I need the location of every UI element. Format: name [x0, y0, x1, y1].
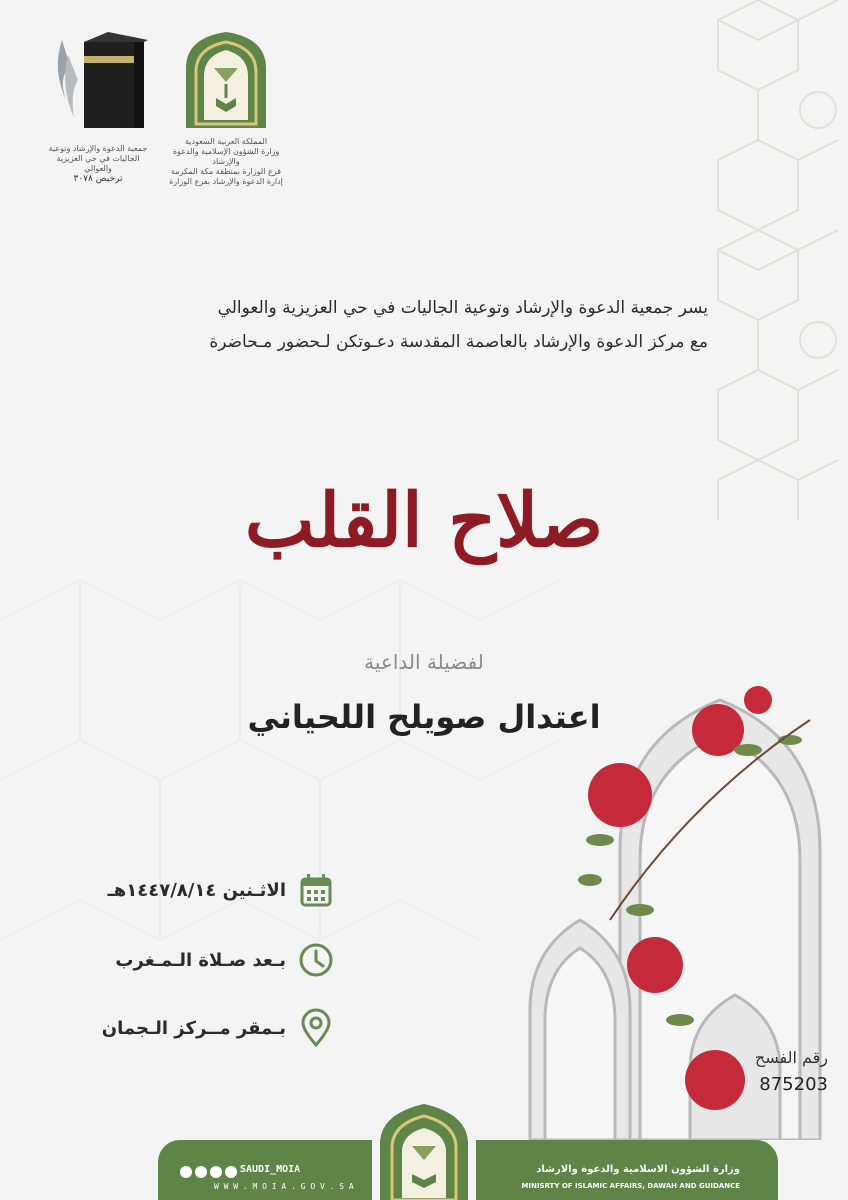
date-row	[108, 868, 336, 912]
geometric-pattern	[698, 0, 848, 520]
ministry-line: المملكة العربية السعودية	[184, 137, 268, 146]
kaaba-icon	[48, 30, 148, 140]
speaker-name: اعتدال صويلح اللحياني	[247, 698, 601, 736]
association-name: جمعية الدعوة والإرشاد وتوعية الجاليات في حي العزيزية والعوالي	[48, 144, 148, 173]
footer-website[interactable]: W W W . M O I A . G O V . S A	[214, 1182, 354, 1191]
calendar-icon	[296, 870, 336, 910]
ministry-logo	[166, 28, 286, 188]
instagram-icon[interactable]	[210, 1166, 222, 1178]
twitter-icon[interactable]	[180, 1166, 192, 1178]
ministry-emblem-icon	[166, 28, 286, 133]
ministry-line: إدارة الدعوة والإرشاد بفرع الوزارة	[169, 177, 283, 186]
event-date: الاثـنين ١٤٤٧/٨/١٤هـ	[107, 879, 286, 901]
footer-emblem-icon	[364, 1092, 484, 1200]
ministry-line: فرع الوزارة بمنطقة مكة المكرمة	[171, 167, 281, 176]
permit-number: 875203	[759, 1074, 828, 1095]
association-license: ترخيص ٣٠٧٨	[73, 174, 123, 184]
event-place: بـمقر مــركز الـجمان	[101, 1017, 286, 1039]
speaker-label: لفضيلة الداعية	[364, 650, 484, 674]
footer-ministry-ar: وزارة الشؤون الاسلامية والدعوة والارشاد	[536, 1164, 740, 1175]
clock-icon	[296, 940, 336, 980]
footer-ministry-en: MINISRTY OF ISLAMIC AFFAIRS, DAWAH AND GUIDANCE	[521, 1182, 740, 1190]
intro-line-2: مع مركز الدعوة والإرشاد بالعاصمة المقدسة دعـوتكن لـحضور مـحاضرة	[209, 332, 708, 352]
event-time: بـعد صـلاة الـمـغرب	[115, 949, 286, 971]
ministry-lines	[166, 137, 286, 187]
footer-handle[interactable]: SAUDI_MOIA	[240, 1164, 301, 1175]
arches-flowers-illustration	[490, 680, 848, 1140]
time-row	[115, 938, 336, 982]
ministry-line: وزارة الشؤون الإسلامية والدعوة والإرشاد	[172, 147, 280, 166]
facebook-icon[interactable]	[225, 1166, 237, 1178]
lecture-title: صلاح القلب	[244, 478, 604, 564]
location-pin-icon	[296, 1008, 336, 1048]
place-row	[102, 1006, 336, 1050]
association-logo	[48, 30, 148, 190]
intro-line-1: يسر جمعية الدعوة والإرشاد وتوعية الجاليات في حي العزيزية والعوالي	[217, 298, 708, 318]
permit-label: رقم الفسح	[754, 1048, 828, 1067]
youtube-icon[interactable]	[195, 1166, 207, 1178]
social-icons	[180, 1166, 237, 1178]
